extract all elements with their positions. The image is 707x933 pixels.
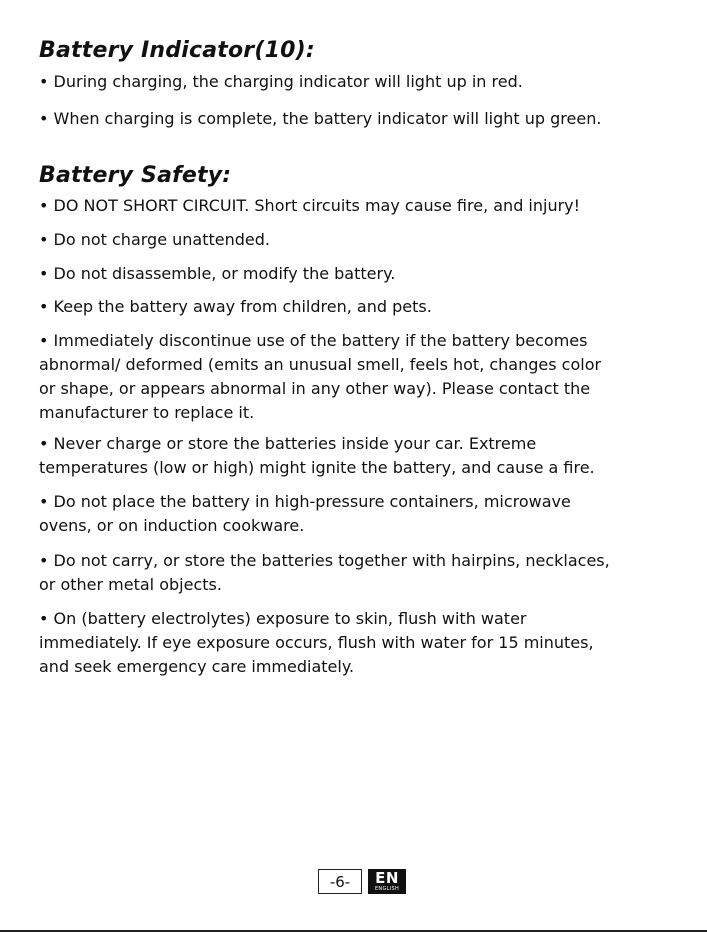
page-footer xyxy=(318,869,406,894)
safety-line: or other metal objects. xyxy=(39,575,222,594)
safety-line: ovens, or on induction cookware. xyxy=(39,516,305,535)
bottom-rule xyxy=(0,930,707,932)
safety-line: • Keep the battery away from children, and pets. xyxy=(39,297,432,316)
safety-item-disassemble xyxy=(39,262,679,286)
safety-item-metal xyxy=(39,549,679,597)
safety-line: • Do not charge unattended. xyxy=(39,230,270,249)
safety-line: • DO NOT SHORT CIRCUIT. Short circuits may cause fire, and injury! xyxy=(39,196,581,215)
language-name: ENGLISH xyxy=(374,886,400,892)
safety-item-children xyxy=(39,295,679,319)
safety-line: • Do not carry, or store the batteries together with hairpins, necklaces, xyxy=(39,551,610,570)
safety-line: • Never charge or store the batteries inside your car. Extreme xyxy=(39,434,537,453)
language-badge xyxy=(368,869,406,894)
safety-item-car xyxy=(39,432,679,480)
safety-item-unattended xyxy=(39,228,679,252)
safety-item-electrolytes xyxy=(39,607,679,679)
safety-line: abnormal/ deformed (emits an unusual smell, feels hot, changes color xyxy=(39,355,602,374)
indicator-item-complete: • When charging is complete, the battery indicator will light up green. xyxy=(39,109,602,128)
safety-line: temperatures (low or high) might ignite the battery, and cause a fire. xyxy=(39,458,595,477)
safety-item-pressure xyxy=(39,490,679,538)
safety-item-short-circuit xyxy=(39,194,679,218)
page-number: -6- xyxy=(318,869,362,894)
safety-line: or shape, or appears abnormal in any other way). Please contact the xyxy=(39,379,591,398)
safety-line: • Immediately discontinue use of the battery if the battery becomes xyxy=(39,331,588,350)
language-code: EN xyxy=(375,869,399,887)
safety-line: and seek emergency care immediately. xyxy=(39,657,355,676)
battery-indicator-heading: Battery Indicator(10): xyxy=(39,38,315,63)
safety-line: immediately. If eye exposure occurs, flush with water for 15 minutes, xyxy=(39,633,594,652)
indicator-item-charging: • During charging, the charging indicator will light up in red. xyxy=(39,72,523,91)
safety-line: • Do not place the battery in high-pressure containers, microwave xyxy=(39,492,571,511)
battery-safety-heading: Battery Safety: xyxy=(39,163,232,188)
safety-item-discontinue xyxy=(39,329,679,425)
safety-line: • On (battery electrolytes) exposure to skin, flush with water xyxy=(39,609,527,628)
safety-line: • Do not disassemble, or modify the battery. xyxy=(39,264,396,283)
safety-line: manufacturer to replace it. xyxy=(39,403,255,422)
